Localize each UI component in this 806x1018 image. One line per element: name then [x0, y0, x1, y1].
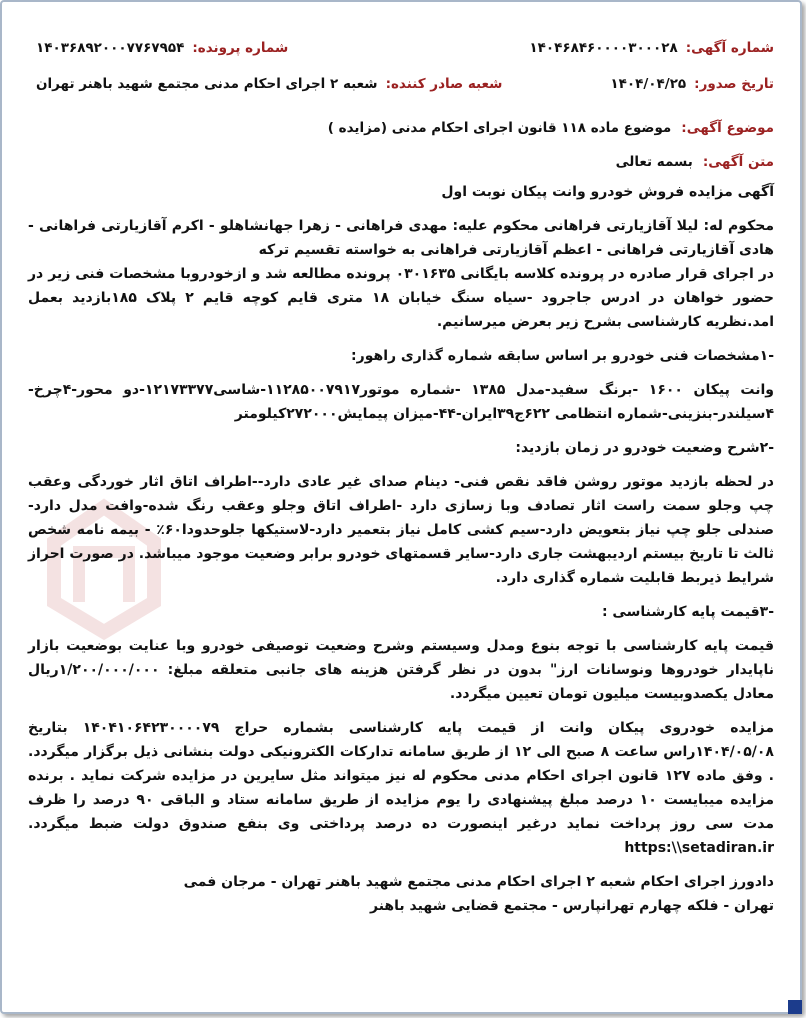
subject-label: موضوع آگهی:	[681, 120, 774, 136]
paragraph-specs-heading: -۱مشخصات فنی خودرو بر اساس سابقه شماره گذاری راهور:	[351, 348, 774, 364]
issue-date	[610, 76, 774, 92]
subject-row	[28, 120, 774, 136]
issuer	[36, 76, 502, 92]
basmala: بسمه تعالی	[615, 154, 693, 170]
corner-marker	[788, 1000, 802, 1014]
paragraph-specs: وانت پیکان ۱۶۰۰ -برنگ سفید-مدل ۱۳۸۵ -شماره موتور۱۱۲۸۵۰۰۷۹۱۷-شاسی۱۲۱۷۳۳۷۷-دو محور-۴چرخ- ۴سیلندر-بنزینی-شماره انتظامی ۶۲۲ج۳۹ایران-۴۴-میزان پیمایش۲۷۲۰۰۰کیلومتر	[28, 382, 774, 422]
issue-date-value: ۱۴۰۴/۰۴/۲۵	[610, 76, 687, 92]
issue-date-label: تاریخ صدور:	[694, 76, 774, 92]
file-number-label: شماره پرونده:	[192, 40, 289, 56]
ad-number-label: شماره آگهی:	[685, 40, 774, 56]
notice-body	[28, 180, 774, 918]
meta-row-numbers	[28, 30, 774, 66]
paragraph-price-heading: -۳قیمت پایه کارشناسی :	[601, 604, 774, 620]
issuer-value: شعبه ۲ اجرای احکام مدنی مجتمع شهید باهنر تهران	[36, 76, 378, 92]
file-number	[36, 40, 288, 56]
body-label: متن آگهی:	[702, 154, 774, 170]
paragraph-condition: در لحظه بازدید موتور روشن فاقد نقص فنی- دینام صدای غیر عادی دارد--اطراف اتاق اثار خوردگی وعقب چپ وجلو سمت راست اثار تصادف وبا زسازی دارد -اطراف اتاق وجلو وعقب رنگ شده-وافت مدل دارد- صندلی جلو چپ نیاز بتعویض دارد-سیم کشی کامل نیاز بتعمیر دارد-لاستیکها جلوحدودا۶۰٪ - بیمه نامه شخص ثالث تا تاریخ بیستم اردیبهشت جاری دارد-سایر قسمتهای خودرو برابر وضعیت موجود میباشد. در صورت احراز شرایط ذیربط قابلیت شماره گذاری دارد.	[28, 474, 775, 586]
paragraph-auction: مزایده خودروی پیکان وانت از قیمت پایه کارشناسی بشماره حراج ۱۴۰۴۱۰۶۴۲۳۰۰۰۰۷۹ بتاریخ ۱۴۰۴/۰۵/۰۸راس ساعت ۸ صبح الی ۱۲ از طریق سامانه تدارکات الکترونیکی دولت بنشانی ذیل برگزار میگردد. . وفق ماده ۱۲۷ قانون اجرای احکام مدنی محکوم له نیز میتواند مثل سایرین در مزایده شرکت نماید . برنده مزایده میبایست ۱۰ درصد مبلغ پیشنهادی را یوم مزایده از طریق سامانه ستاد و الباقی ۹۰ درصد را ظرف مدت سی روز پرداخت نماید درغیر اینصورت ده درصد پرداختی وی بنفع صندوق دولت ضبط میگردد. https:\\setadiran.ir	[28, 720, 774, 856]
paragraph-order: در اجرای قرار صادره در پرونده کلاسه بایگانی ۰۳۰۱۶۳۵ پرونده مطالعه شد و ازخودروبا مشخصات فنی زیر در حضور خواهان در ادرس جاجرود -سیاه سنگ خیابان ۱۸ متری قایم کوچه قایم ۲ پلاک ۱۸۵بازدید بعمل امد.نظریه کارشناسی بشرح زیر بعرض میرسانیم.	[28, 266, 774, 330]
issuer-label: شعبه صادر کننده:	[385, 76, 503, 92]
notice-content	[28, 30, 774, 918]
signature-line-1: دادورز اجرای احکام شعبه ۲ اجرای احکام مدنی مجتمع شهید باهنر تهران - مرجان فمی	[183, 874, 774, 890]
body-label-row	[28, 154, 774, 170]
notice-title: آگهی مزایده فروش خودرو وانت پیکان نوبت اول	[441, 184, 774, 200]
paragraph-condition-heading: -۲شرح وضعیت خودرو در زمان بازدید:	[515, 440, 774, 456]
ad-number-value: ۱۴۰۴۶۸۴۶۰۰۰۰۳۰۰۰۲۸	[529, 40, 678, 56]
paragraph-parties: محکوم له: لیلا آقازیارتی فراهانی محکوم علیه: مهدی فراهانی - زهرا جهانشاهلو - اکرم آقازیارتی فراهانی - هادی آقازیارتی فراهانی - اعظم آقازیارتی فراهانی به خواسته تقسیم ترکه	[28, 218, 774, 258]
ad-number	[529, 40, 774, 56]
file-number-value: ۱۴۰۳۶۸۹۲۰۰۰۷۷۶۷۹۵۴	[36, 40, 185, 56]
signature-line-2: تهران - فلکه چهارم تهرانپارس - مجتمع قضایی شهید باهنر	[370, 898, 774, 914]
paragraph-price: قیمت پایه کارشناسی با توجه بنوع ومدل وسیستم وشرح وضعیت توصیفی خودرو وبا عنایت بوضعیت بازار ناپایدار خودروها ونوسانات ارز" بدون در نظر گرفتن هزینه های جانبی متعلقه مبلغ: ۱/۲۰۰/۰۰۰/۰۰۰ریال معادل یکصدوبیست میلیون تومان تعیین میگردد.	[28, 638, 774, 702]
meta-row-issuer	[28, 66, 774, 102]
subject-value: موضوع ماده ۱۱۸ قانون اجرای احکام مدنی (مزایده )	[327, 120, 672, 136]
